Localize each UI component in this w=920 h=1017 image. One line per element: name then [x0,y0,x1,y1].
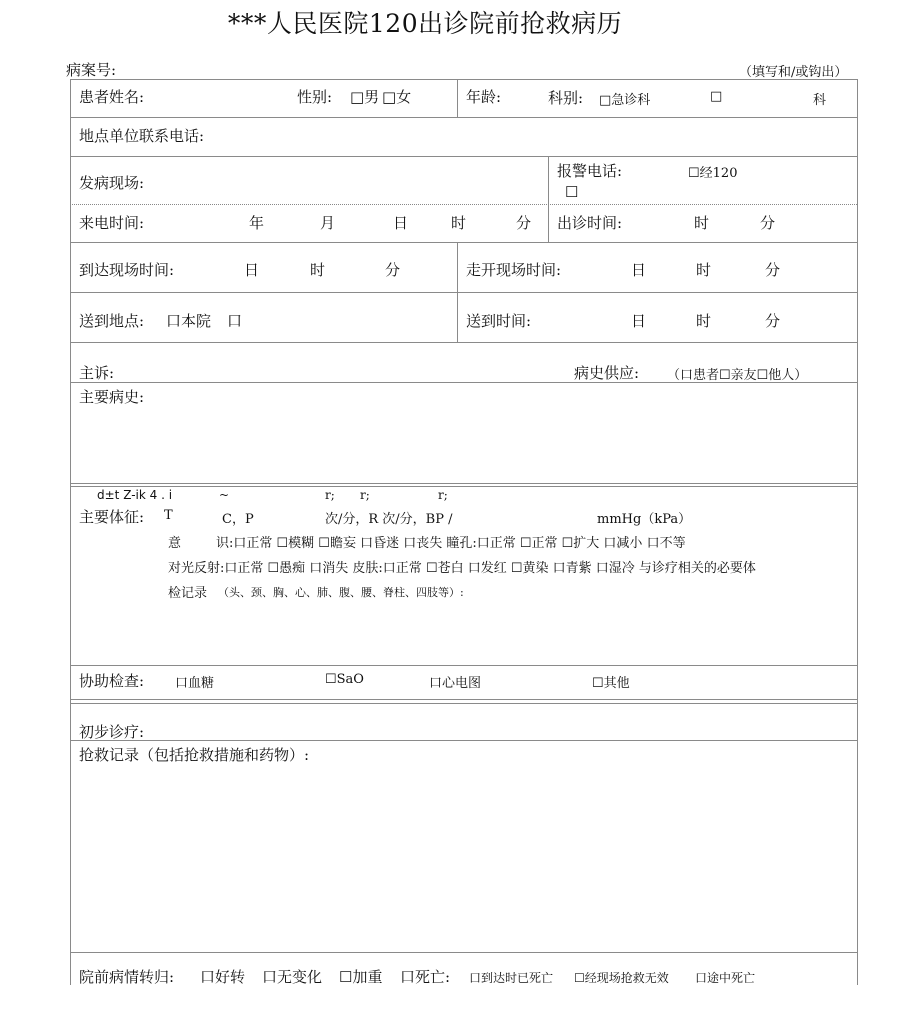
arrival-day: 日 [244,261,260,279]
leave-hour: 时 [696,261,712,279]
sent-minute: 分 [765,312,781,330]
address-phone-label: 地点单位联系电话: [79,127,205,145]
scene-label: 发病现场: [79,174,145,192]
outcome-better-checkbox[interactable]: 口好转 [200,968,246,986]
main-history-label: 主要病史: [79,388,145,406]
sent-hour: 时 [696,312,712,330]
destination-label: 送到地点: [79,312,145,330]
dept-other-checkbox[interactable]: □ [710,89,723,104]
outcome-failed-checkbox[interactable]: ☐经现场抢救无效 [574,971,669,985]
rule-4 [70,242,857,243]
outcome-worse-checkbox[interactable]: ☐加重 [339,968,383,986]
light-reflex-options[interactable]: 对光反射:口正常 ☐愚痴 口消失 皮肤:口正常 ☐苍白 口发红 ☐黄染 口青紫 口湿冷 与诊疗相关的必要体 [168,561,756,576]
aux-ecg-checkbox[interactable]: 口心电图 [429,676,482,691]
sex-label: 性别: [297,88,333,106]
aux-exam-label: 协助检查: [79,672,145,690]
exam-record-label: 检记录 [168,586,208,601]
department-label: 科别: [548,89,584,107]
outcome-doa-checkbox[interactable]: 口到达时已死亡 [469,971,554,985]
dispatch-minute: 分 [760,214,776,232]
outcome-enroute-checkbox[interactable]: 口途中死亡 [695,971,756,985]
alarm-other-checkbox[interactable]: ☐ [565,183,579,201]
arrival-minute: 分 [385,261,401,279]
ocr-noise-text: d±t Z-ik 4 . i [97,488,173,502]
signs-tilde: ~ [219,488,230,502]
arrival-hour: 时 [310,261,326,279]
divider-row1 [457,79,458,117]
divider-row5-6 [457,242,458,342]
rule-11 [70,740,857,741]
rule-5 [70,292,857,293]
outcome-nochange-checkbox[interactable]: 口无变化 [262,968,323,986]
call-day: 日 [393,214,409,232]
rule-8 [70,483,857,484]
aux-other-checkbox[interactable]: ☐其他 [592,676,630,691]
call-hour: 时 [451,214,467,232]
sent-time-label: 送到时间: [466,312,532,330]
dept-emergency-checkbox[interactable]: □急诊科 [599,93,651,108]
sex-male-checkbox[interactable]: □男 [350,88,380,106]
vital-signs-label: 主要体征: [79,508,145,526]
rule-2 [70,156,857,157]
arrival-time-label: 到达现场时间: [79,261,175,279]
age-label: 年龄: [466,88,502,106]
dest-other-checkbox[interactable]: 口 [227,312,243,330]
mmhg-unit: mmHg（kPa） [597,512,692,527]
leave-day: 日 [631,261,647,279]
sent-day: 日 [631,312,647,330]
dest-hospital-checkbox[interactable]: 口本院 [166,312,212,330]
rule-8b [70,486,857,487]
exam-parts-note: （头、颈、胸、心、肺、腹、腰、脊柱、四肢等）: [218,586,464,599]
history-source-label: 病史供应: [574,364,640,382]
alarm-phone-label: 报警电话: [557,162,623,180]
rescue-record-label: 抢救记录（包括抢救措施和药物）: [79,746,310,764]
rule-10 [70,699,857,700]
signs-r1: r; [325,488,335,502]
dept-suffix: 科 [813,93,827,108]
case-number-label: 病案号: [66,61,117,79]
pulse-label: C，P [222,512,254,527]
signs-r3: r; [438,488,448,502]
rule-9 [70,665,857,666]
divider-row3-4 [548,156,549,242]
via-120-checkbox[interactable]: ☐经120 [688,166,738,181]
patient-name-label: 患者姓名: [79,88,145,106]
consciousness-label: 意 [168,536,182,551]
resp-bp-label: 次/分，R 次/分，BP / [325,512,453,527]
rule-10b [70,703,857,704]
chief-complaint-label: 主诉: [79,364,115,382]
temperature-label: T [164,508,173,523]
dispatch-hour: 时 [694,214,710,232]
outcome-death-checkbox[interactable]: 口死亡: [400,968,451,986]
signs-r2: r; [360,488,370,502]
rule-6 [70,342,857,343]
history-source-options[interactable]: （口患者☐亲友☐他人） [667,368,808,383]
call-time-label: 来电时间: [79,214,145,232]
aux-sao-checkbox[interactable]: ☐SaO [325,672,364,687]
call-month: 月 [320,214,336,232]
consciousness-options[interactable]: 识:口正常 ☐模糊 ☐瞻妄 口昏迷 口丧失 瞳孔:口正常 ☐正常 ☐扩大 口减小 口不等 [216,536,686,551]
dispatch-time-label: 出诊时间: [557,214,623,232]
rule-1 [70,117,857,118]
leave-minute: 分 [765,261,781,279]
call-year: 年 [249,214,265,232]
call-minute: 分 [516,214,532,232]
aux-glucose-checkbox[interactable]: 口血糖 [175,676,215,691]
sex-female-checkbox[interactable]: □女 [382,88,412,106]
page-title: ***人民医院120出诊院前抢救病历 [227,9,623,38]
leave-time-label: 走开现场时间: [466,261,562,279]
fill-note: （填写和/或钩出） [739,65,848,80]
rule-12 [70,952,857,953]
diagnosis-label: 初步诊疗: [79,723,145,741]
outcome-label: 院前病情转归: [79,968,175,986]
rule-3 [70,204,857,205]
